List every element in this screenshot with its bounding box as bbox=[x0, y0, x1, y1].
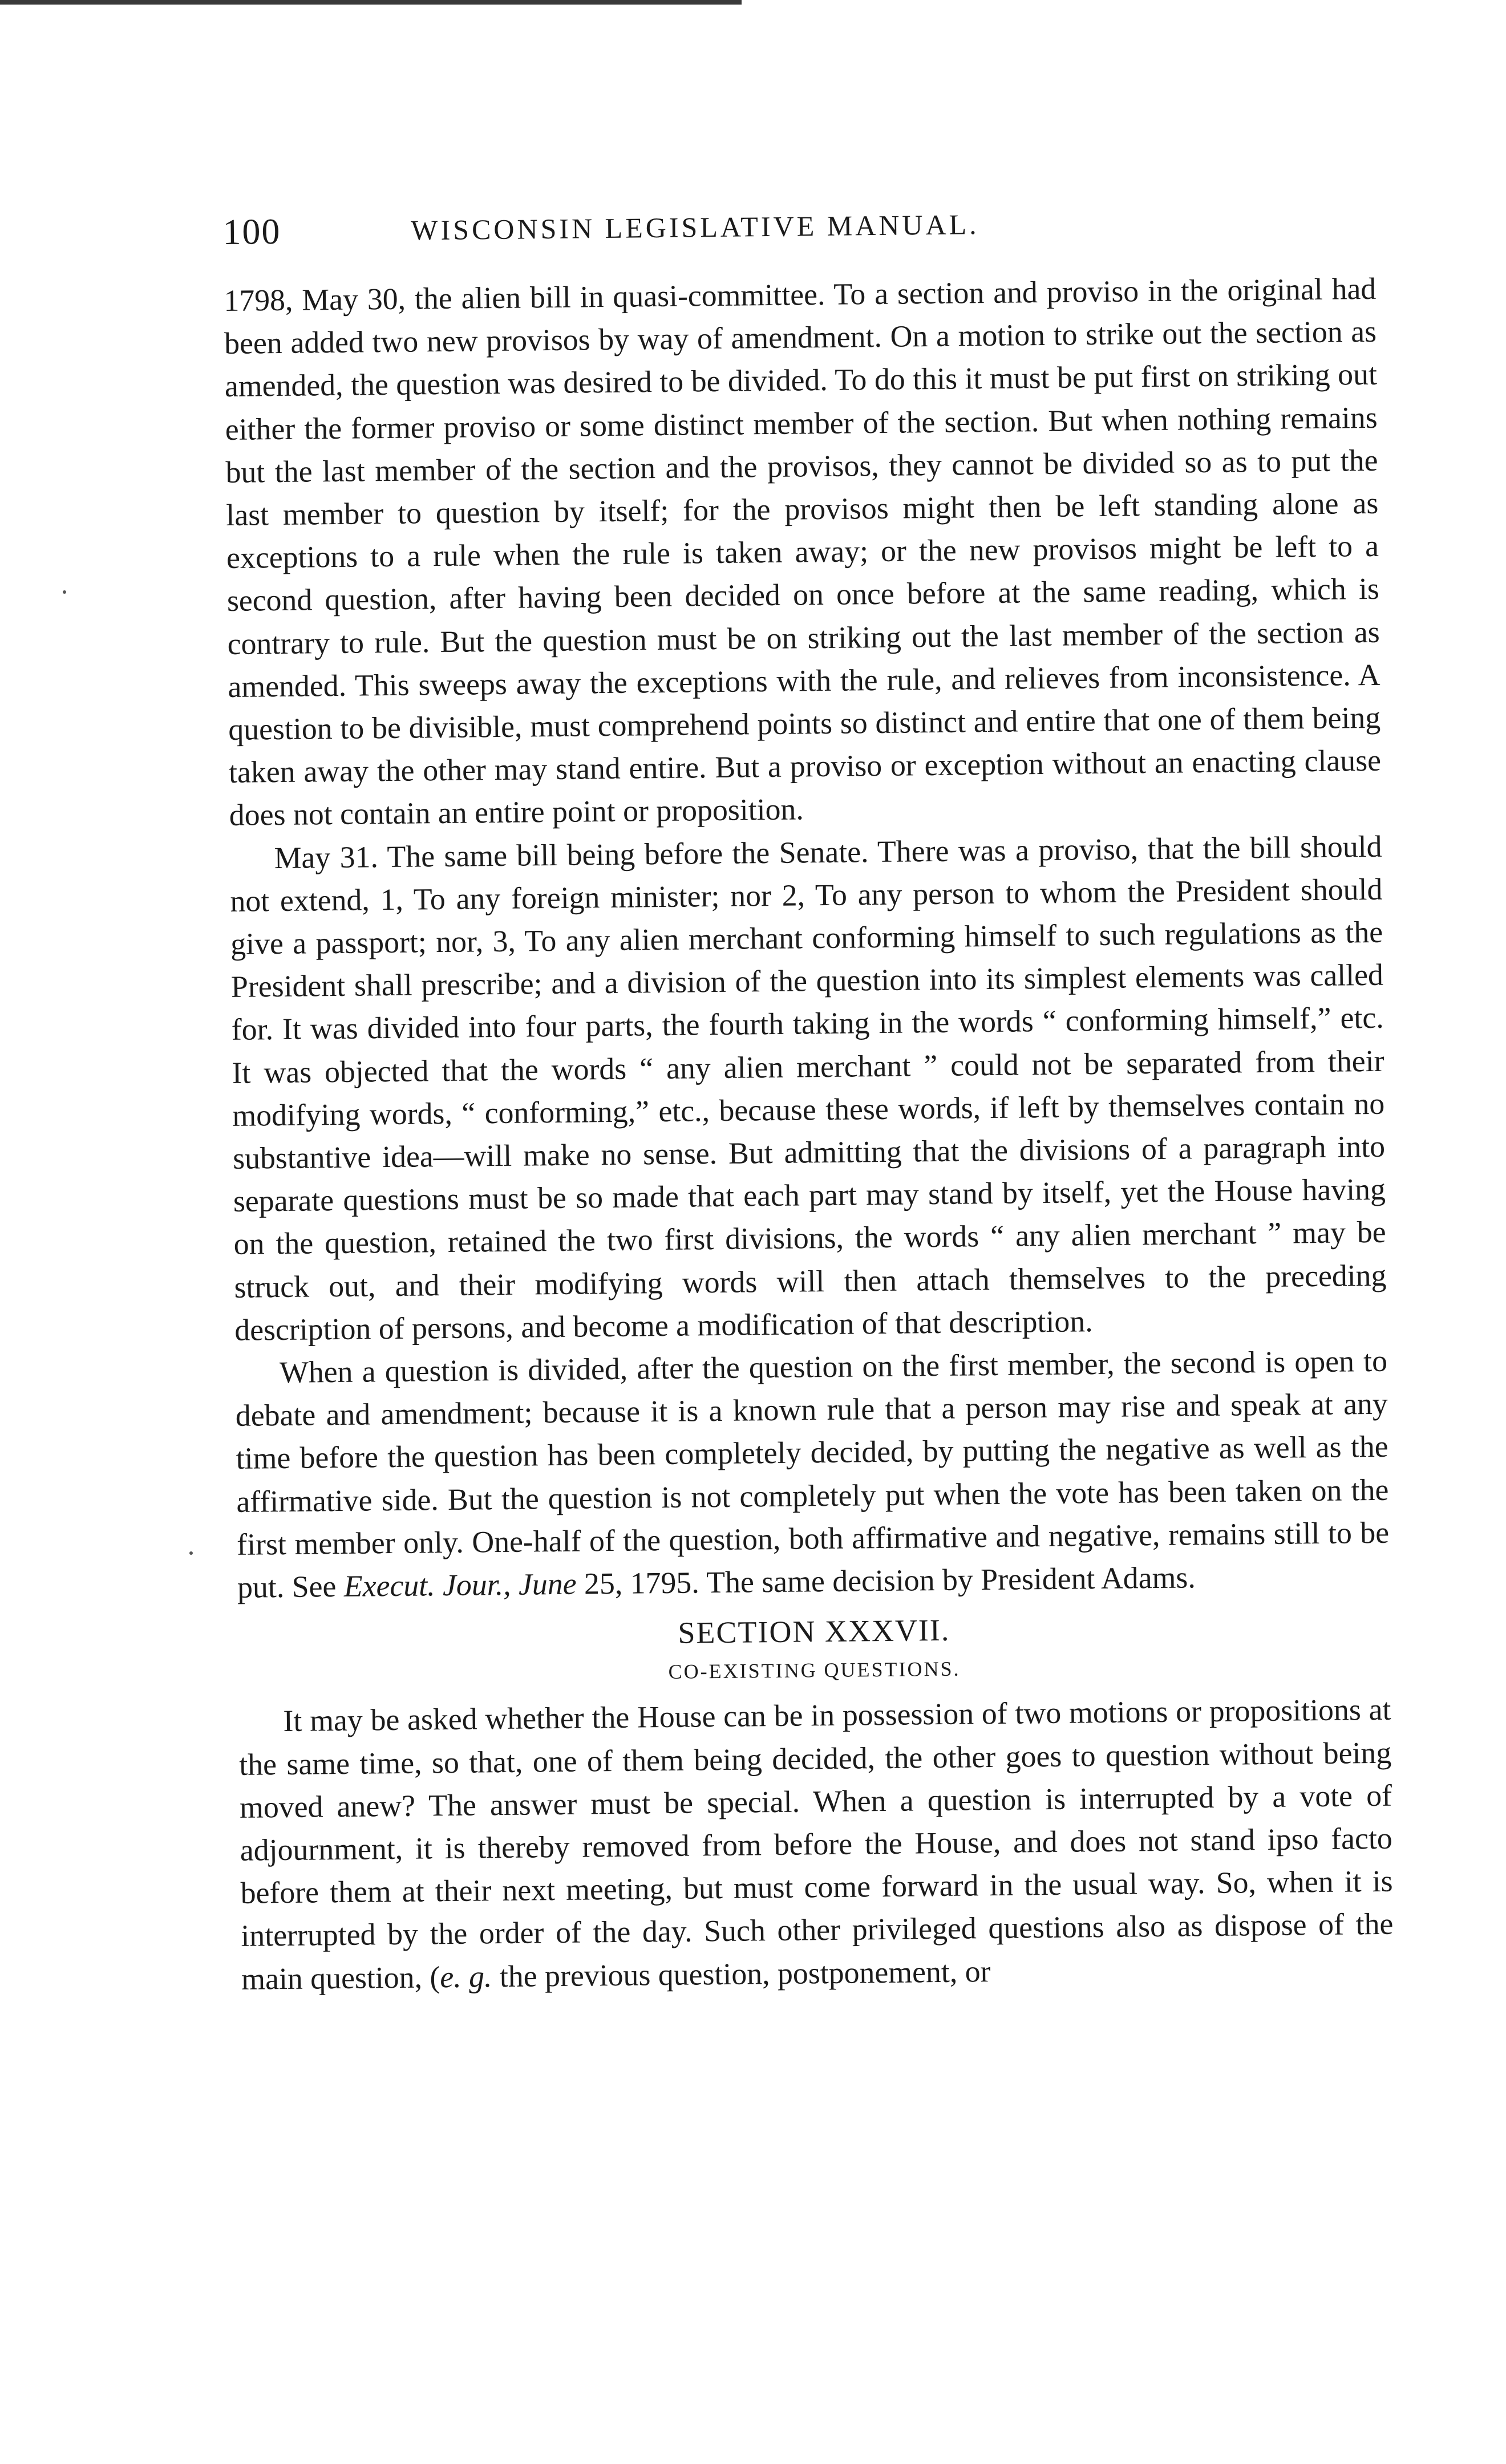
paragraph bbox=[235, 1340, 1390, 1609]
body-text bbox=[224, 268, 1394, 2001]
paragraph bbox=[238, 1688, 1394, 2001]
paragraph: May 31. The same bill being before the Senate. There was a proviso, that the bill should not extend, 1, To any foreign minister; nor 2, To any person to whom the President should give a passport; nor, 3, To any alien merchant conforming himself to such regulations as the President shall prescribe; and a division of the question into its simplest elements was called for. It was divided into four parts, the fourth taking in the words “ conforming himself,” etc. It was objected that the words “ any alien merchant ” could not be separated from their modifying words, “ conforming,” etc., because these words, if left by themselves contain no substantive idea—will make no sense. But admitting that the divisions of a paragraph into separate questions must be so made that each part may stand by itself, yet the House having on the question, retained the two first divisions, the words “ any alien merchant ” may be struck out, and their modifying words will then attach themselves to the preceding description of persons, and become a modification of that description. bbox=[230, 829, 1387, 1347]
scan-speck bbox=[63, 590, 66, 594]
abbreviation: e. g. bbox=[440, 1959, 492, 1994]
paragraph-text: It may be asked whether the House can be in possession of two motions or propositions at the same time, so that, one of them being decided, the other goes to question without being moved anew? The answer must be special. When a question is interrupted by a vote of adjournment, it is thereby removed from before the House, and does not stand ipso facto before them at their next meeting, but must come forward in the usual way. So, when it is interrupted by the order of the day. Such other privileged questions also as dispose of the main question, ( bbox=[238, 1692, 1394, 1996]
running-head: WISCONSIN LEGISLATIVE MANUAL. bbox=[411, 208, 979, 246]
section-subtitle: CO-EXISTING QUESTIONS. bbox=[668, 1657, 961, 1684]
page-number: 100 bbox=[222, 210, 281, 252]
paragraph: 1798, May 30, the alien bill in quasi-committee. To a section and proviso in the original had been added two new provisos by way of amendment. On a motion to strike out the section as amended, the question was desired to be divided. To do this it must be put first on striking out either the former proviso or some distinct member of the section. But when nothing remains but the last member of the section and the provisos, they cannot be divided so as to put the last member to question by itself; for the provisos might then be left standing alone as exceptions to a rule when the rule is taken away; or the new provisos might be left to a second question, after having been decided on once before at the same reading, which is contrary to rule. But the question must be on striking out the last member of the section as amended. This sweeps away the exceptions with the rule, and relieves from inconsistence. A question to be divisible, must comprehend points so distinct and entire that one of them being taken away the other may stand entire. But a proviso or exception without an enacting clause does not contain an entire point or proposition. bbox=[224, 271, 1382, 833]
citation: Execut. Jour., June bbox=[343, 1566, 577, 1604]
section-title: SECTION XXXVII. bbox=[678, 1613, 950, 1651]
paragraph-text: 25, 1795. The same decision by President Adams. bbox=[576, 1560, 1196, 1601]
top-edge-rule bbox=[0, 0, 742, 5]
paragraph-text: the previous question, postponement, or bbox=[492, 1954, 991, 1993]
scan-speck bbox=[189, 1551, 193, 1555]
paragraph-text: When a question is divided, after the question on the first member, the second is open to debate and amendment; because it is a known rule that a person may rise and speak at any time before the question has been completely decided, by putting the negative as well as the affirmative side. But the question is not completely put when the vote has been taken on the first member only. One-half of the question, both affirmative and negative, remains still to be put. See bbox=[235, 1343, 1390, 1604]
page-header bbox=[222, 201, 1147, 268]
